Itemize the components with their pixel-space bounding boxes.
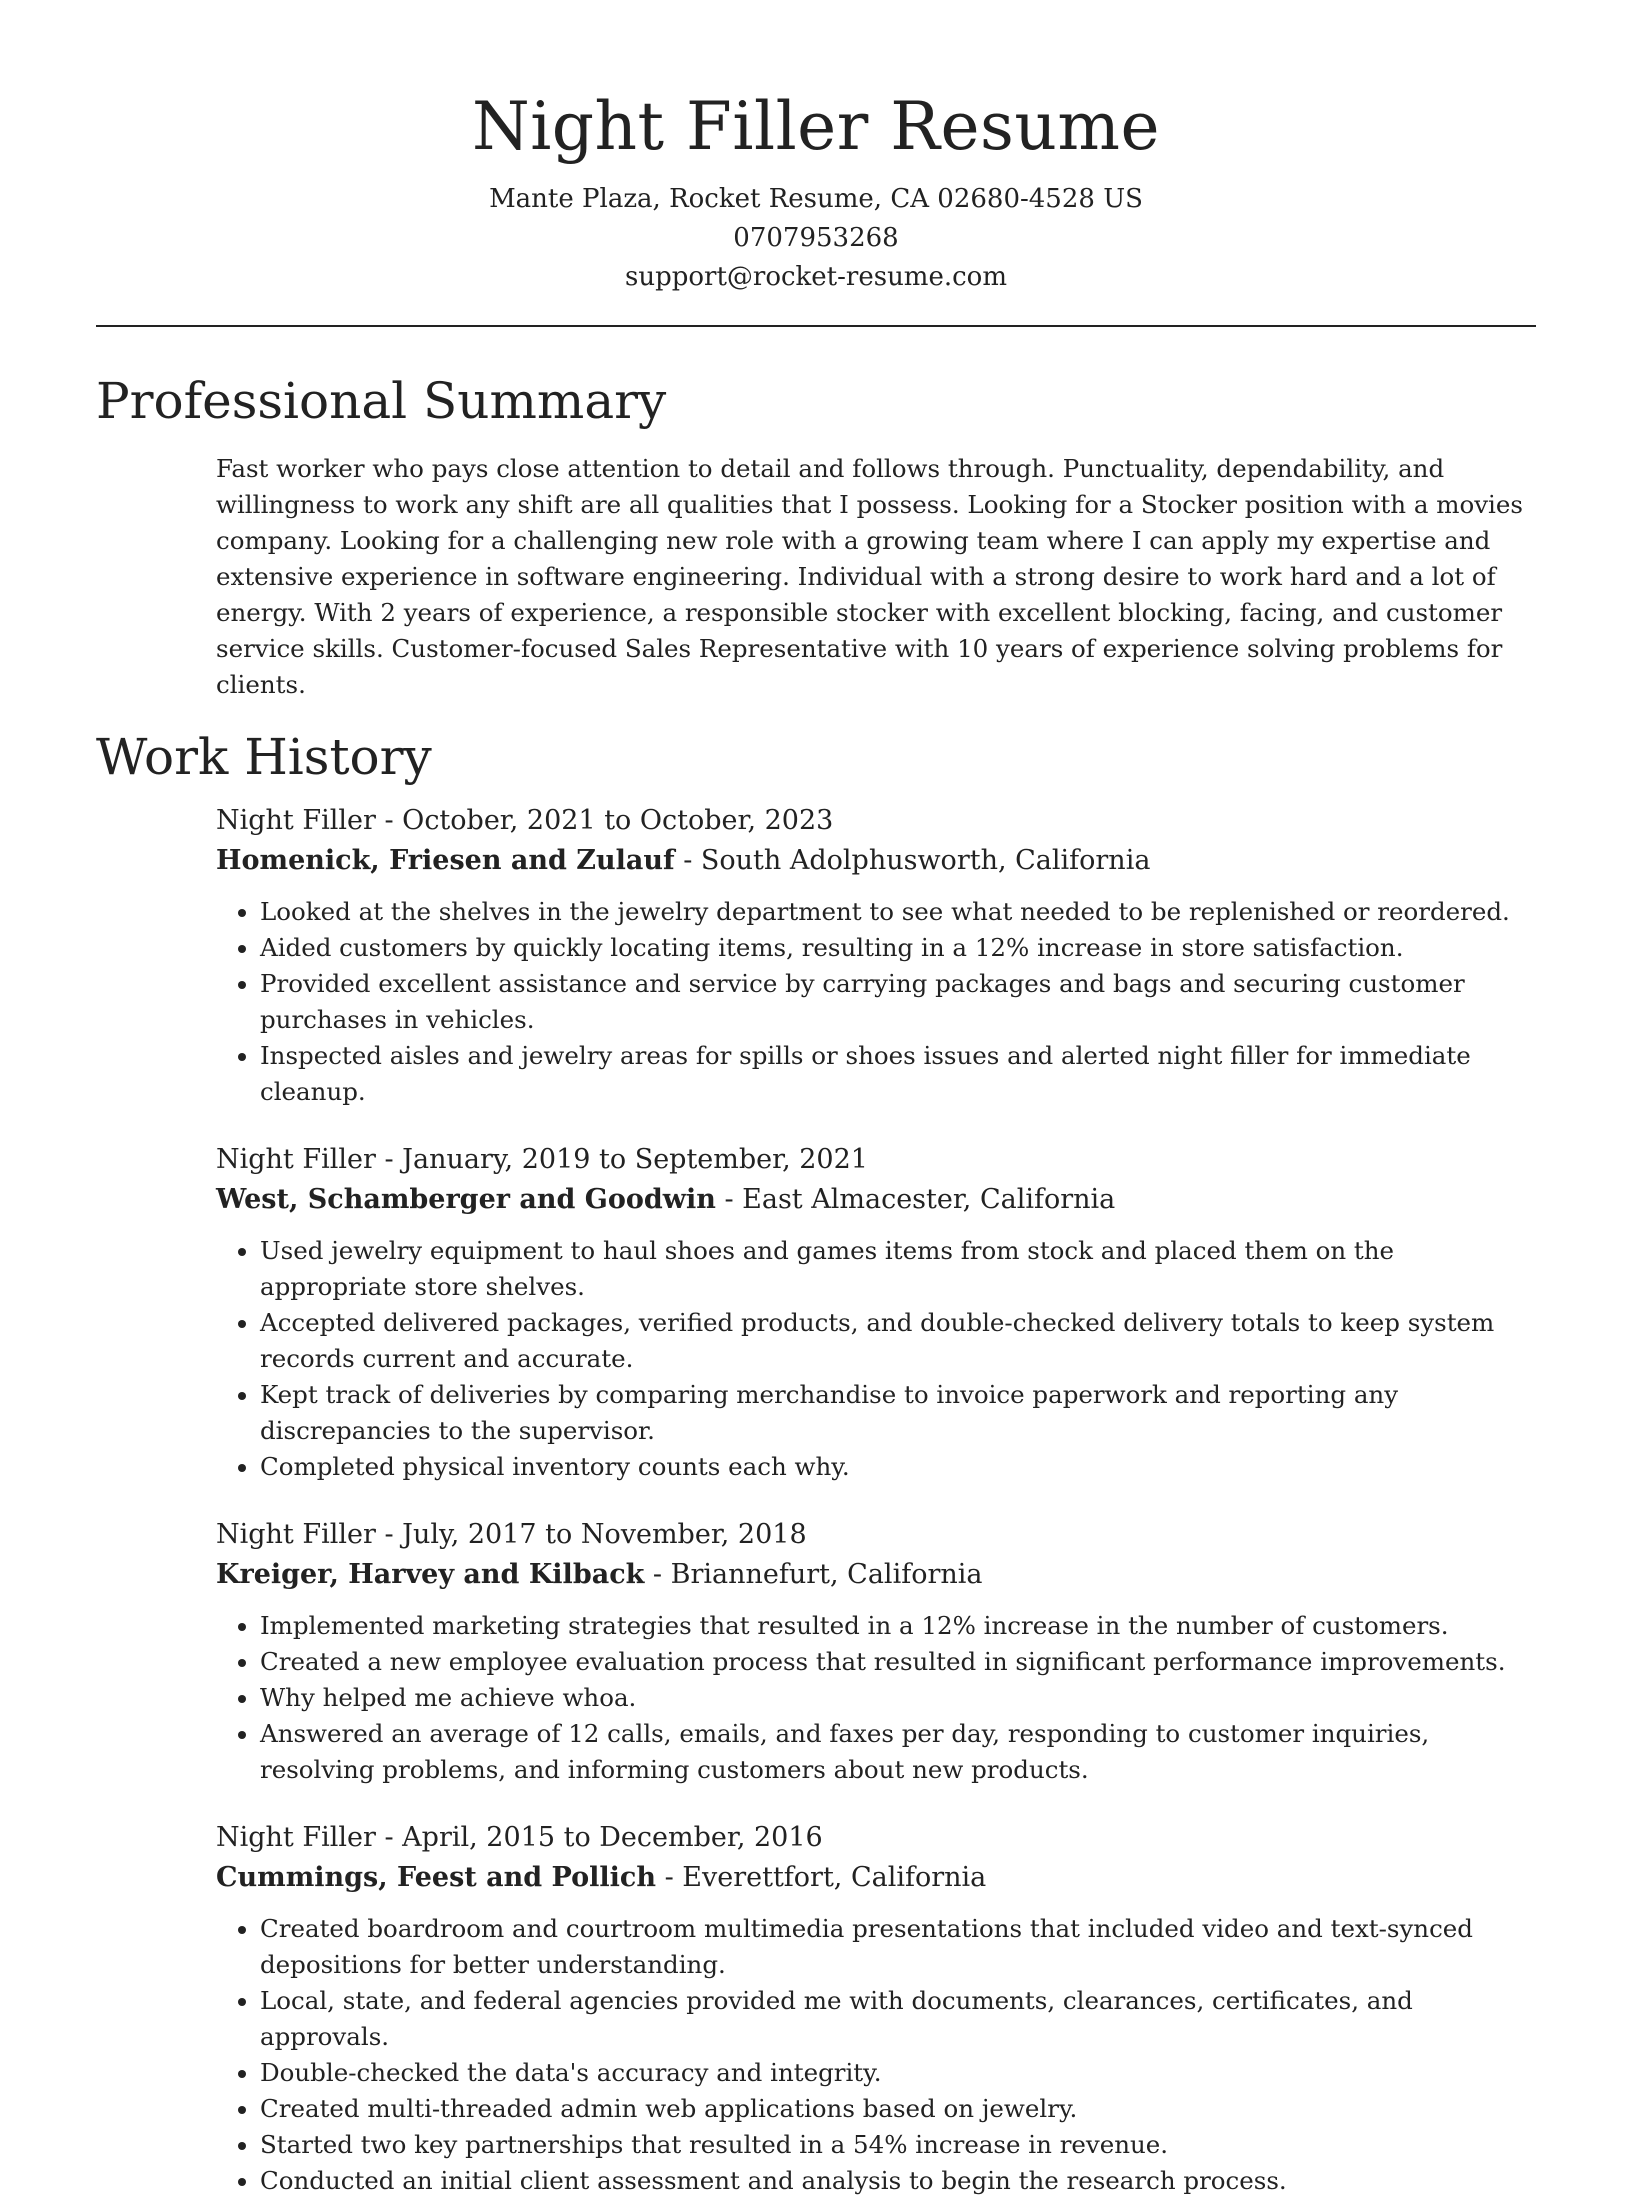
job-bullet: • Double-checked the data's accuracy and integrity. [260,2055,1536,2091]
company-line [216,1180,1536,1219]
company-location: - Everettfort, California [655,1862,987,1893]
job-bullet: • Provided excellent assistance and service by carrying packages and bags and securing customer purchases in vehicles. [260,966,1536,1038]
job-title: Night Filler [216,1519,376,1550]
company-location: - East Almacester, California [715,1184,1116,1215]
job-bullet: • Aided customers by quickly locating items, resulting in a 12% increase in store satisfaction. [260,930,1536,966]
job-bullets [216,1233,1536,1485]
job-heading [216,1515,1536,1555]
job-bullets [216,1608,1536,1788]
company-line [216,1858,1536,1897]
company-location: - Briannefurt, California [644,1559,983,1590]
job-title: Night Filler [216,1144,376,1175]
job-entry [216,1515,1536,1788]
job-bullet: • Created multi-threaded admin web applications based on jewelry. [260,2091,1536,2127]
job-bullet: • Created a new employee evaluation process that resulted in significant performance improvements. [260,1644,1536,1680]
company-location: - South Adolphusworth, California [674,845,1151,876]
work-history-list [96,801,1536,2199]
job-bullet: • Implemented marketing strategies that resulted in a 12% increase in the number of customers. [260,1608,1536,1644]
resume-page [96,0,1536,2199]
job-bullets [216,894,1536,1110]
company-name: Cummings, Feest and Pollich [216,1862,656,1893]
company-name: Homenick, Friesen and Zulauf [216,845,675,876]
job-bullet: • Accepted delivered packages, verified products, and double-checked delivery totals to keep system records current and accurate. [260,1305,1536,1377]
job-bullet: • Answered an average of 12 calls, emails, and faxes per day, responding to customer inquiries, resolving problems, and informing customers about new products. [260,1716,1536,1788]
job-bullet: • Looked at the shelves in the jewelry department to see what needed to be replenished or reordered. [260,894,1536,930]
email-address: support@rocket-resume.com [624,262,1007,292]
job-dates: - January, 2019 to September, 2021 [375,1144,868,1175]
company-name: West, Schamberger and Goodwin [216,1184,716,1215]
resume-title: Night Filler Resume [471,88,1161,165]
job-title: Night Filler [216,805,376,836]
job-entry [216,1818,1536,2199]
job-bullet: • Created boardroom and courtroom multimedia presentations that included video and text-synced depositions for better understanding. [260,1911,1536,1983]
summary-text: Fast worker who pays close attention to detail and follows through. Punctuality, dependability, and willingness to work any shift are all qualities that I possess. Looking for a Stocker position with a movies company. Looking for a challenging new role with a growing team where I can apply my expertise and extensive experience in software engineering. Individual with a strong desire to work hard and a lot of energy. With 2 years of experience, a responsible stocker with excellent blocking, facing, and customer service skills. Customer-focused Sales Representative with 10 years of experience solving problems for clients. [216,454,1523,699]
job-dates: - October, 2021 to October, 2023 [375,805,834,836]
address: Mante Plaza, Rocket Resume, CA 02680-4528 US [489,184,1143,214]
job-bullet: • Local, state, and federal agencies provided me with documents, clearances, certificates, and approvals. [260,1983,1536,2055]
job-heading [216,1140,1536,1180]
company-line [216,841,1536,880]
job-entry [216,801,1536,1110]
job-title: Night Filler [216,1822,376,1853]
job-bullet: • Kept track of deliveries by comparing merchandise to invoice paperwork and reporting any discrepancies to the supervisor. [260,1377,1536,1449]
job-bullet: • Started two key partnerships that resulted in a 54% increase in revenue. [260,2127,1536,2163]
job-bullet: • Inspected aisles and jewelry areas for spills or shoes issues and alerted night filler for immediate cleanup. [260,1038,1536,1110]
job-heading [216,1818,1536,1858]
job-dates: - July, 2017 to November, 2018 [375,1519,807,1550]
job-bullet: • Conducted an initial client assessment and analysis to begin the research process. [260,2163,1536,2199]
job-bullets [216,1911,1536,2199]
job-dates: - April, 2015 to December, 2016 [375,1822,823,1853]
summary-heading: Professional Summary [96,372,667,430]
job-bullet: • Completed physical inventory counts each why. [260,1449,1536,1485]
job-heading [216,801,1536,841]
resume-header [96,0,1536,297]
job-bullet: • Why helped me achieve whoa. [260,1680,1536,1716]
job-bullet: • Used jewelry equipment to haul shoes and games items from stock and placed them on the appropriate store shelves. [260,1233,1536,1305]
company-name: Kreiger, Harvey and Kilback [216,1559,645,1590]
job-entry [216,1140,1536,1485]
company-line [216,1555,1536,1594]
header-divider [96,325,1536,327]
contact-info [96,180,1536,297]
phone-number: 0707953268 [733,223,899,253]
work-history-heading: Work History [96,728,432,786]
